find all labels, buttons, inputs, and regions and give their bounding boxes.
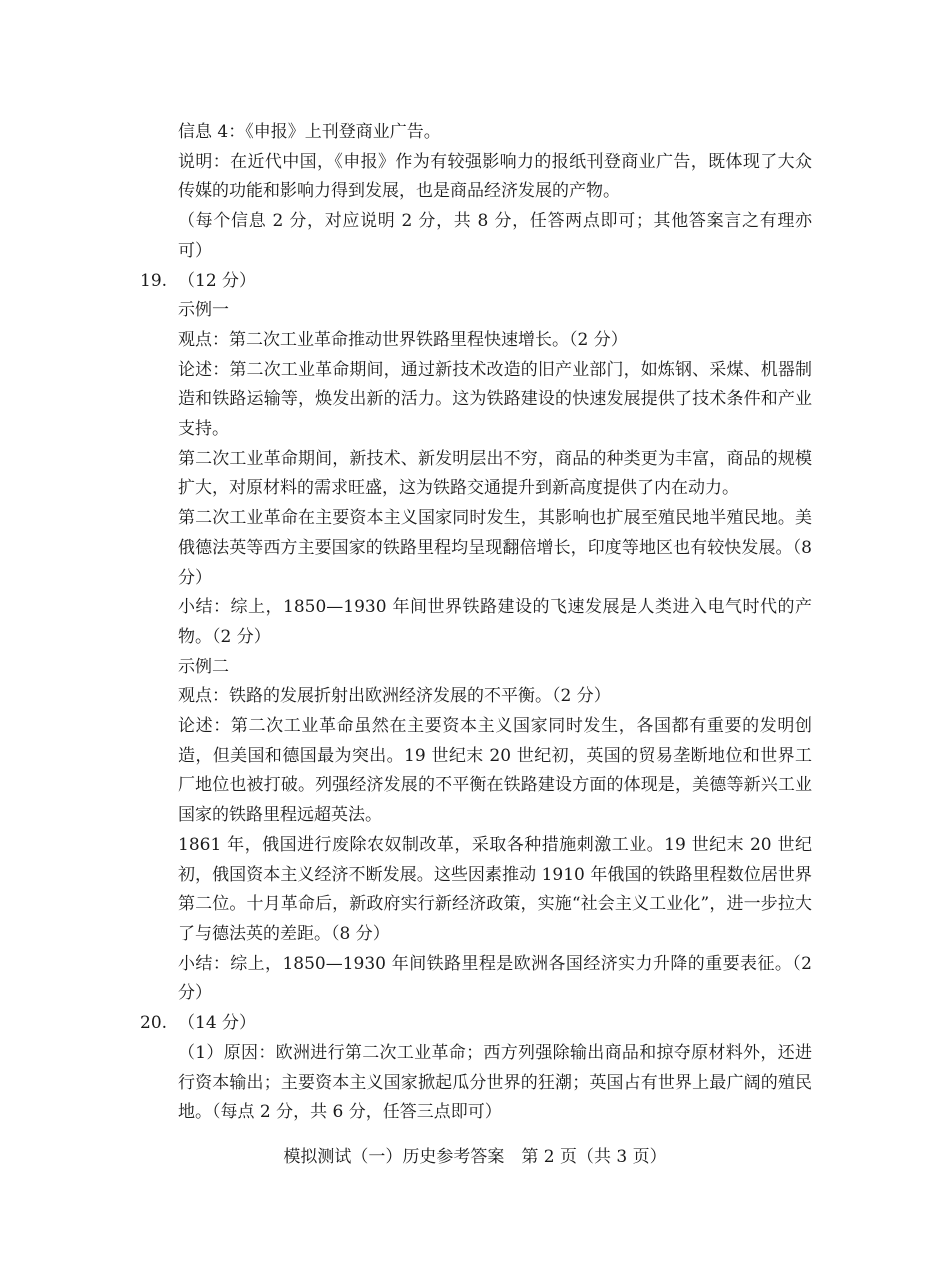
example-2-argument-2: 1861 年，俄国进行废除农奴制改革，采取各种措施刺激工业。19 世纪末 20 世纪初，俄国资本主义经济不断发展。这些因素推动 1910 年俄国的铁路里程数位居世界第二位。十月革命后，新政府实行新经济政策，实施“社会主义工业化”，进一步拉大了与德法英的差距。（8 分） (178, 834, 812, 944)
info4-explanation: 说明：在近代中国，《申报》作为有较强影响力的报纸刊登商业广告，既体现了大众传媒的功能和影响力得到发展，也是商品经济发展的产物。 (178, 151, 812, 202)
example-2-viewpoint: 观点：铁路的发展折射出欧洲经济发展的不平衡。（2 分） (178, 686, 611, 707)
answer-content (140, 118, 812, 1128)
question-number: 19. (140, 270, 168, 291)
info4-line: 信息 4：《申报》上刊登商业广告。 (178, 122, 441, 142)
example-1-summary: 小结：综上，1850—1930 年间世界铁路建设的飞速发展是人类进入电气时代的产物。（2 分） (178, 597, 812, 647)
question-number: 20. (140, 1013, 168, 1034)
scoring-note: （每个信息 2 分，对应说明 2 分，共 8 分，任答两点即可；其他答案言之有理亦可） (178, 211, 812, 261)
question-score: （14 分） (178, 1013, 257, 1034)
page-footer: 模拟测试（一）历史参考答案 第 2 页（共 3 页） (283, 1147, 667, 1167)
question-score: （12 分） (178, 270, 257, 291)
question-19-header (140, 267, 812, 297)
example-2-argument-1: 论述：第二次工业革命虽然在主要资本主义国家同时发生，各国都有重要的发明创造，但美国和德国最为突出。19 世纪末 20 世纪初，英国的贸易垄断地位和世界工厂地位也被打破。列强经济发展的不平衡在铁路建设方面的体现是，美德等新兴工业国家的铁路里程远超英法。 (178, 716, 812, 826)
question-20-part-1: （1）原因：欧洲进行第二次工业革命；西方列强除输出商品和掠夺原材料外，还进行资本输出；主要资本主义国家掀起瓜分世界的狂潮；英国占有世界上最广阔的殖民地。（每点 2 分，共 6 分，任答三点即可） (178, 1042, 812, 1123)
example-1-argument-2: 第二次工业革命期间，新技术、新发明层出不穷，商品的种类更为丰富，商品的规模扩大，对原材料的需求旺盛，这为铁路交通提升到新高度提供了内在动力。 (178, 448, 812, 499)
example-1-viewpoint: 观点：第二次工业革命推动世界铁路里程快速增长。（2 分） (178, 329, 628, 350)
example-2-title: 示例二 (178, 656, 229, 677)
example-1-title: 示例一 (178, 300, 229, 321)
example-1-argument-3: 第二次工业革命在主要资本主义国家同时发生，其影响也扩展至殖民地半殖民地。美俄德法英等西方主要国家的铁路里程均呈现翻倍增长，印度等地区也有较快发展。（8 分） (178, 508, 812, 588)
example-1-argument-1: 论述：第二次工业革命期间，通过新技术改造的旧产业部门，如炼钢、采煤、机器制造和铁路运输等，焕发出新的活力。这为铁路建设的快速发展提供了技术条件和产业支持。 (178, 359, 812, 440)
question-20-header (140, 1009, 812, 1039)
example-2-summary: 小结：综上，1850—1930 年间铁路里程是欧洲各国经济实力升降的重要表征。（2 分） (178, 953, 812, 1004)
